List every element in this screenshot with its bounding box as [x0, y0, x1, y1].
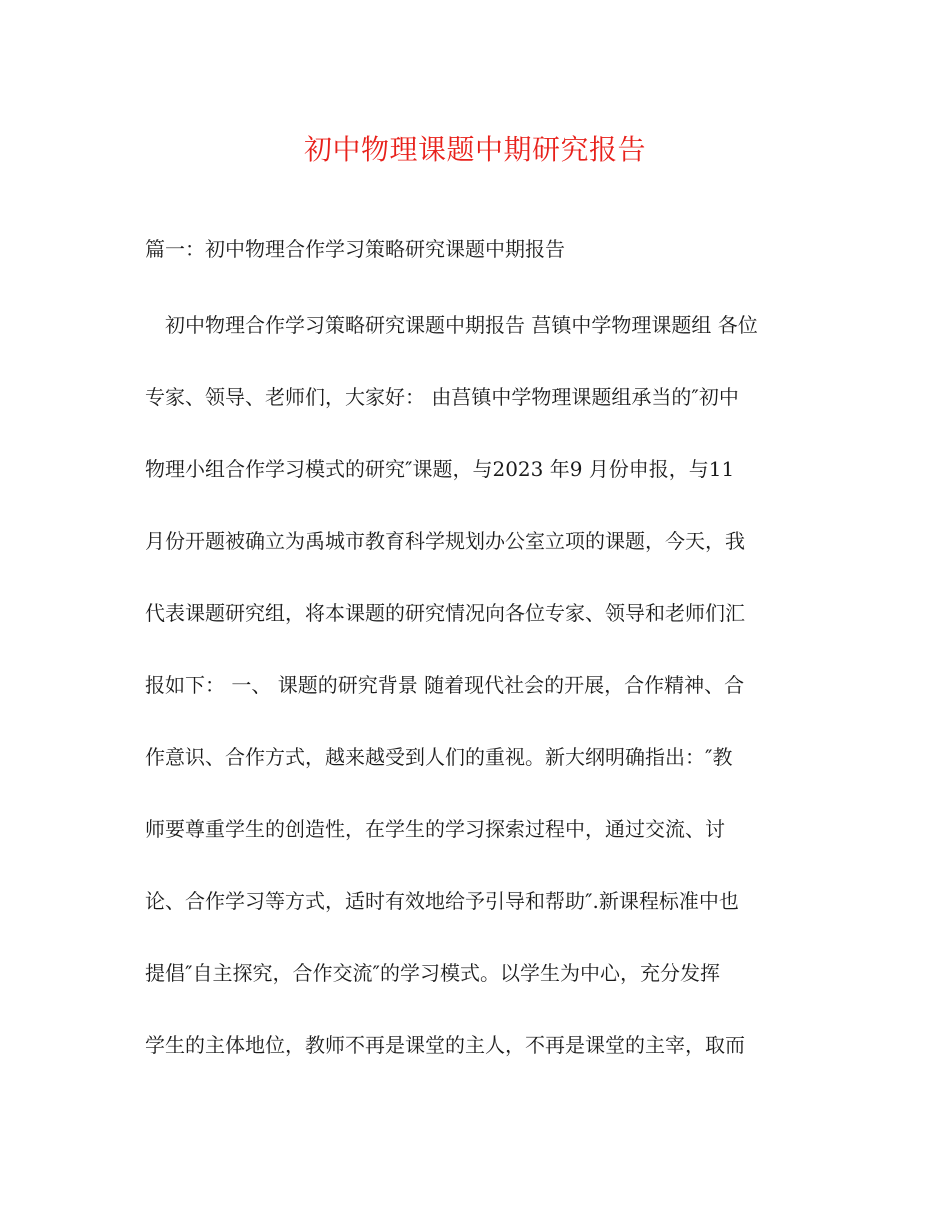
body-line: 提倡″自主探究，合作交流″的学习模式。以学生为中心，充分发挥 [145, 961, 720, 985]
body-line: 代表课题研究组，将本课题的研究情况向各位专家、领导和老师们汇 [145, 601, 745, 625]
body-line: 报如下： 一、 课题的研究背景 随着现代社会的开展，合作精神、合 [145, 673, 745, 697]
body-line: 月份开题被确立为禹城市教育科学规划办公室立项的课题，今天，我 [145, 529, 745, 553]
body-line: 学生的主体地位，教师不再是课堂的主人，不再是课堂的主宰，取而 [145, 1033, 745, 1057]
section-heading: 篇一：初中物理合作学习策略研究课题中期报告 [145, 237, 565, 261]
body-line: 作意识、合作方式，越来越受到人们的重视。新大纲明确指出：″教 [145, 745, 733, 769]
body-line: 专家、领导、老师们，大家好： 由莒镇中学物理课题组承当的″初中 [145, 385, 739, 409]
body-line: 论、合作学习等方式，适时有效地给予引导和帮助″.新课程标准中也 [145, 889, 739, 913]
body-line: 物理小组合作学习模式的研究″课题，与2023 年9 月份申报，与11 [145, 457, 735, 481]
body-line: 师要尊重学生的创造性，在学生的学习探索过程中，通过交流、讨 [145, 817, 725, 841]
document-title: 初中物理课题中期研究报告 [303, 133, 646, 166]
body-line: 初中物理合作学习策略研究课题中期报告 莒镇中学物理课题组 各位 [165, 313, 758, 337]
